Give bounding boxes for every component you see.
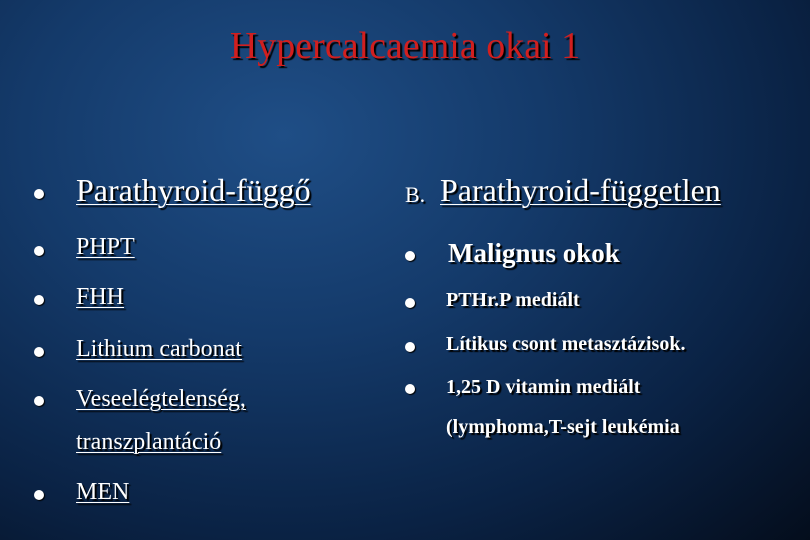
bullet-icon [34, 347, 44, 357]
bullet-icon [34, 396, 44, 406]
right-heading: Parathyroid-független [440, 172, 721, 208]
right-item-vitamin-d: 1,25 D vitamin mediált [446, 376, 641, 398]
left-item-veseelegtelenseg: Veseelégtelenség, [76, 386, 246, 412]
right-subheading: Malignus okok [448, 238, 620, 268]
left-item-transzplantacio: transzplantáció [76, 429, 222, 455]
bullet-icon [34, 490, 44, 500]
right-item-pthrp: PTHr.P mediált [446, 289, 580, 311]
bullet-icon [405, 384, 415, 394]
bullet-icon [405, 251, 415, 261]
bullet-icon [405, 298, 415, 308]
bullet-icon [34, 189, 44, 199]
right-heading-prefix: B. [405, 182, 426, 207]
bullet-icon [34, 246, 44, 256]
right-item-litikus: Lítikus csont metasztázisok. [446, 333, 686, 355]
bullet-icon [405, 342, 415, 352]
bullet-icon [34, 295, 44, 305]
left-item-lithium: Lithium carbonat [76, 336, 242, 362]
left-item-fhh: FHH [76, 284, 125, 310]
left-item-phpt: PHPT [76, 234, 135, 260]
left-item-men: MEN [76, 479, 130, 505]
left-heading: Parathyroid-függő [76, 172, 311, 208]
right-item-lymphoma: (lymphoma,T-sejt leukémia [446, 416, 680, 438]
page-title: Hypercalcaemia okai 1 [229, 25, 581, 67]
